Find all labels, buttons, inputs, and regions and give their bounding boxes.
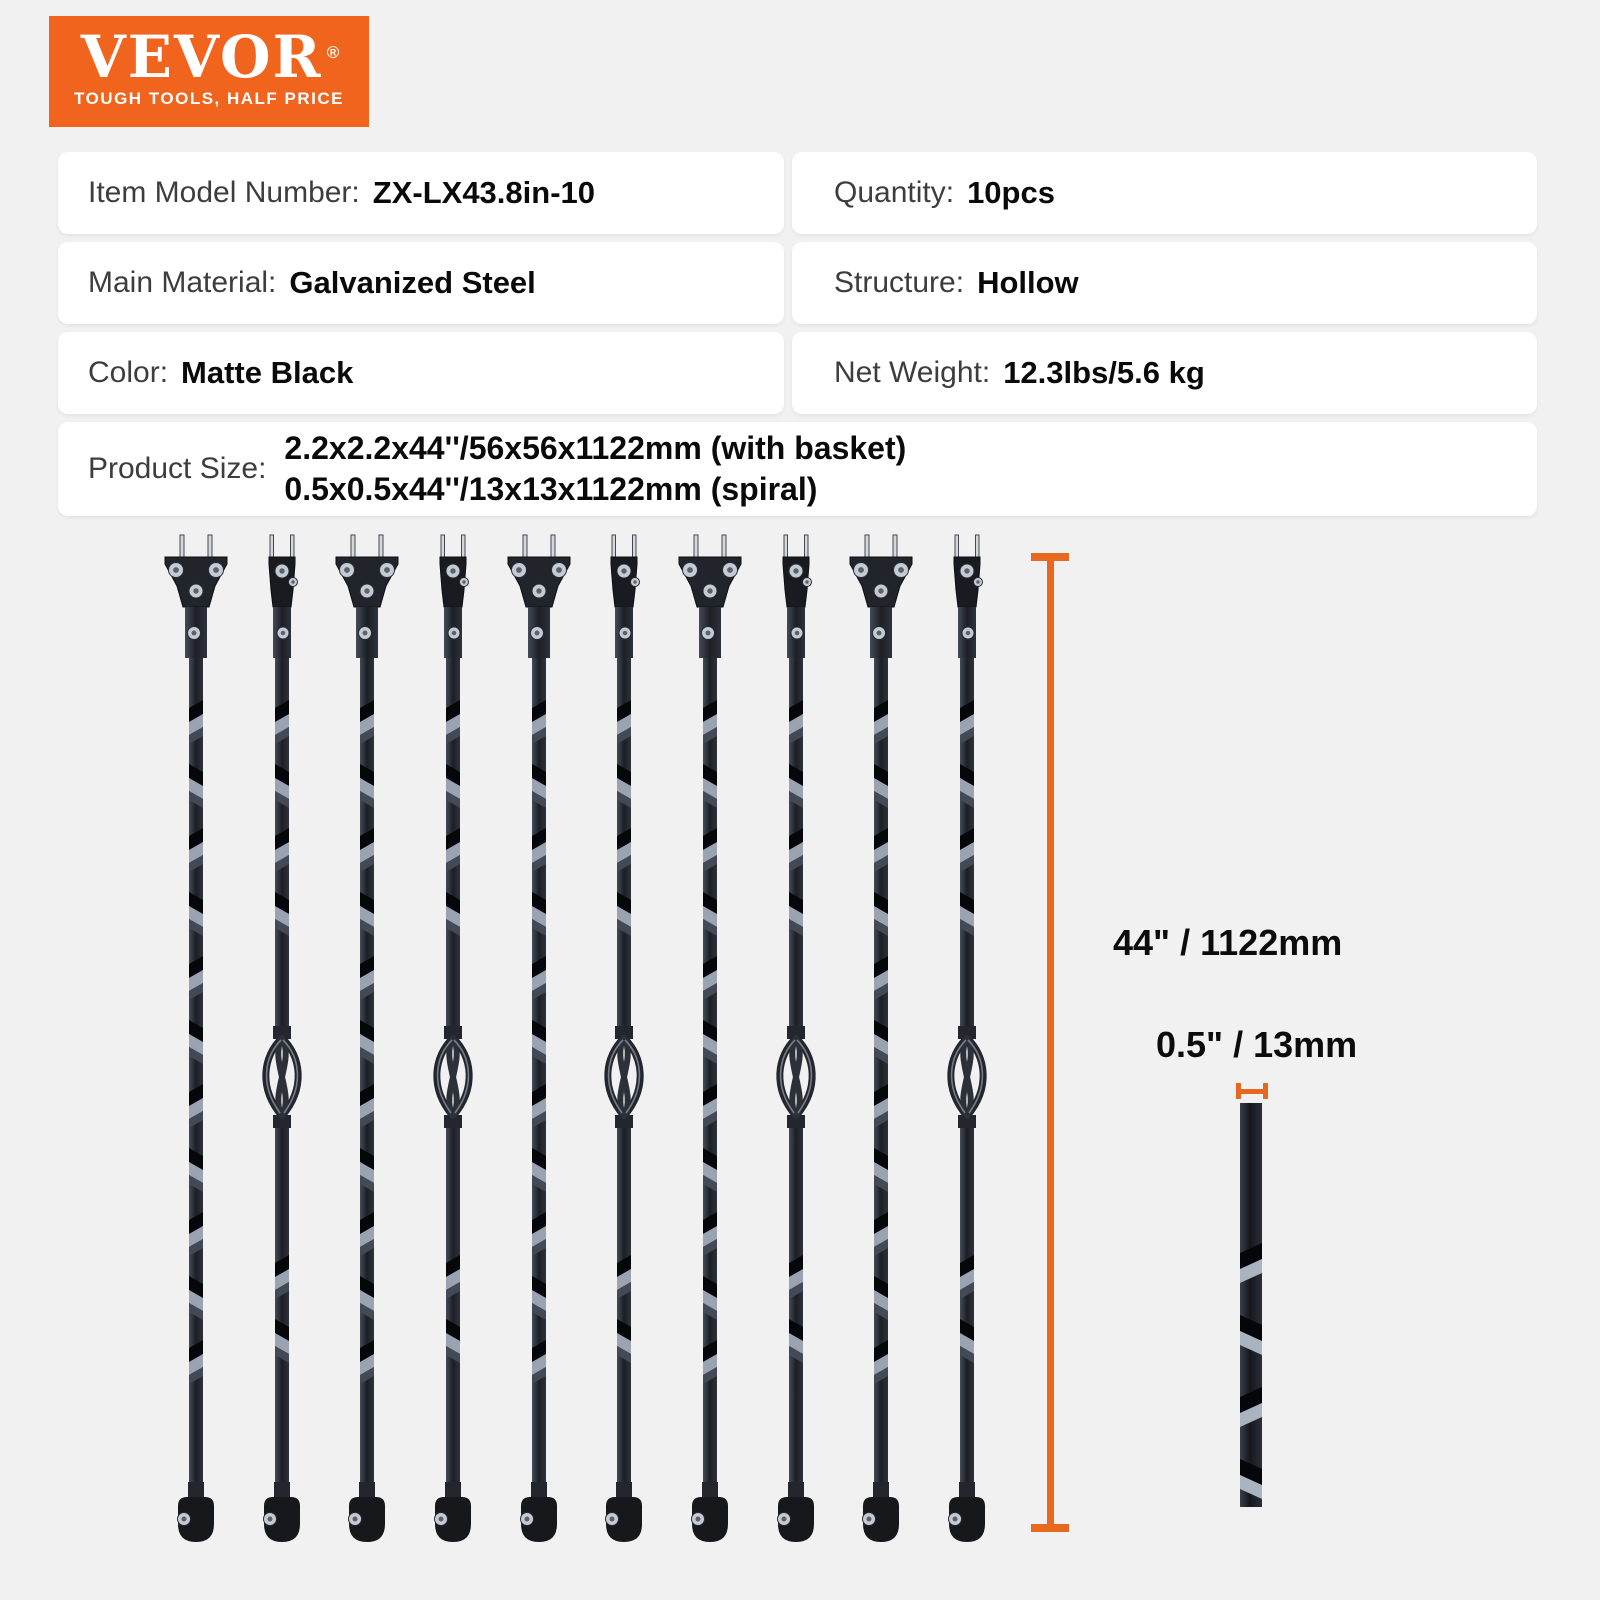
brand-tagline: TOUGH TOOLS, HALF PRICE: [74, 89, 344, 108]
baluster-3: [322, 530, 412, 1545]
spec-value: Galvanized Steel: [289, 265, 536, 300]
baluster-basket-image: [408, 530, 498, 1545]
product-size-line2: 0.5x0.5x44''/13x13x1122mm (spiral): [284, 471, 818, 507]
height-dimension-cap-bottom: [1031, 1524, 1069, 1532]
baluster-spiral-image: [151, 530, 241, 1545]
spec-value: Matte Black: [181, 355, 354, 390]
spec-value: 10pcs: [967, 175, 1055, 210]
spec-label: Color:: [88, 356, 169, 389]
baluster-1: [151, 530, 241, 1545]
spec-label: Product Size:: [88, 452, 267, 485]
registered-trademark-icon: ®: [326, 43, 342, 62]
spec-label: Main Material:: [88, 266, 277, 299]
spindle-closeup-image: [1240, 1103, 1262, 1507]
product-size-line1: 2.2x2.2x44''/56x56x1122mm (with basket): [284, 430, 907, 466]
baluster-2: [237, 530, 327, 1545]
brand-name-text: VEVOR: [80, 23, 323, 91]
height-dimension-cap-top: [1031, 553, 1069, 561]
baluster-spiral-image: [665, 530, 755, 1545]
height-dimension-label: 44" / 1122mm: [1113, 922, 1343, 963]
spec-value: 12.3lbs/5.6 kg: [1003, 355, 1205, 390]
baluster-basket-image: [237, 530, 327, 1545]
baluster-spiral-image: [836, 530, 926, 1545]
spec-value: ZX-LX43.8in-10: [372, 175, 596, 210]
baluster-7: [665, 530, 755, 1545]
width-dimension-cap-left: [1236, 1083, 1241, 1099]
baluster-5: [494, 530, 584, 1545]
spec-label: Net Weight:: [834, 356, 991, 389]
baluster-spiral-image: [322, 530, 412, 1545]
baluster-9: [836, 530, 926, 1545]
baluster-4: [408, 530, 498, 1545]
baluster-10: [922, 530, 1012, 1545]
baluster-basket-image: [751, 530, 841, 1545]
spec-label: Structure:: [834, 266, 965, 299]
baluster-6: [579, 530, 669, 1545]
spec-label: Item Model Number:: [88, 176, 360, 209]
height-dimension-line: [1047, 553, 1054, 1532]
width-dimension-label: 0.5" / 13mm: [1156, 1024, 1358, 1065]
baluster-8: [751, 530, 841, 1545]
baluster-basket-image: [579, 530, 669, 1545]
baluster-basket-image: [922, 530, 1012, 1545]
width-dimension-cap-right: [1263, 1083, 1268, 1099]
baluster-spiral-image: [494, 530, 584, 1545]
spec-value: Hollow: [977, 265, 1079, 300]
spec-label: Quantity:: [834, 176, 955, 209]
